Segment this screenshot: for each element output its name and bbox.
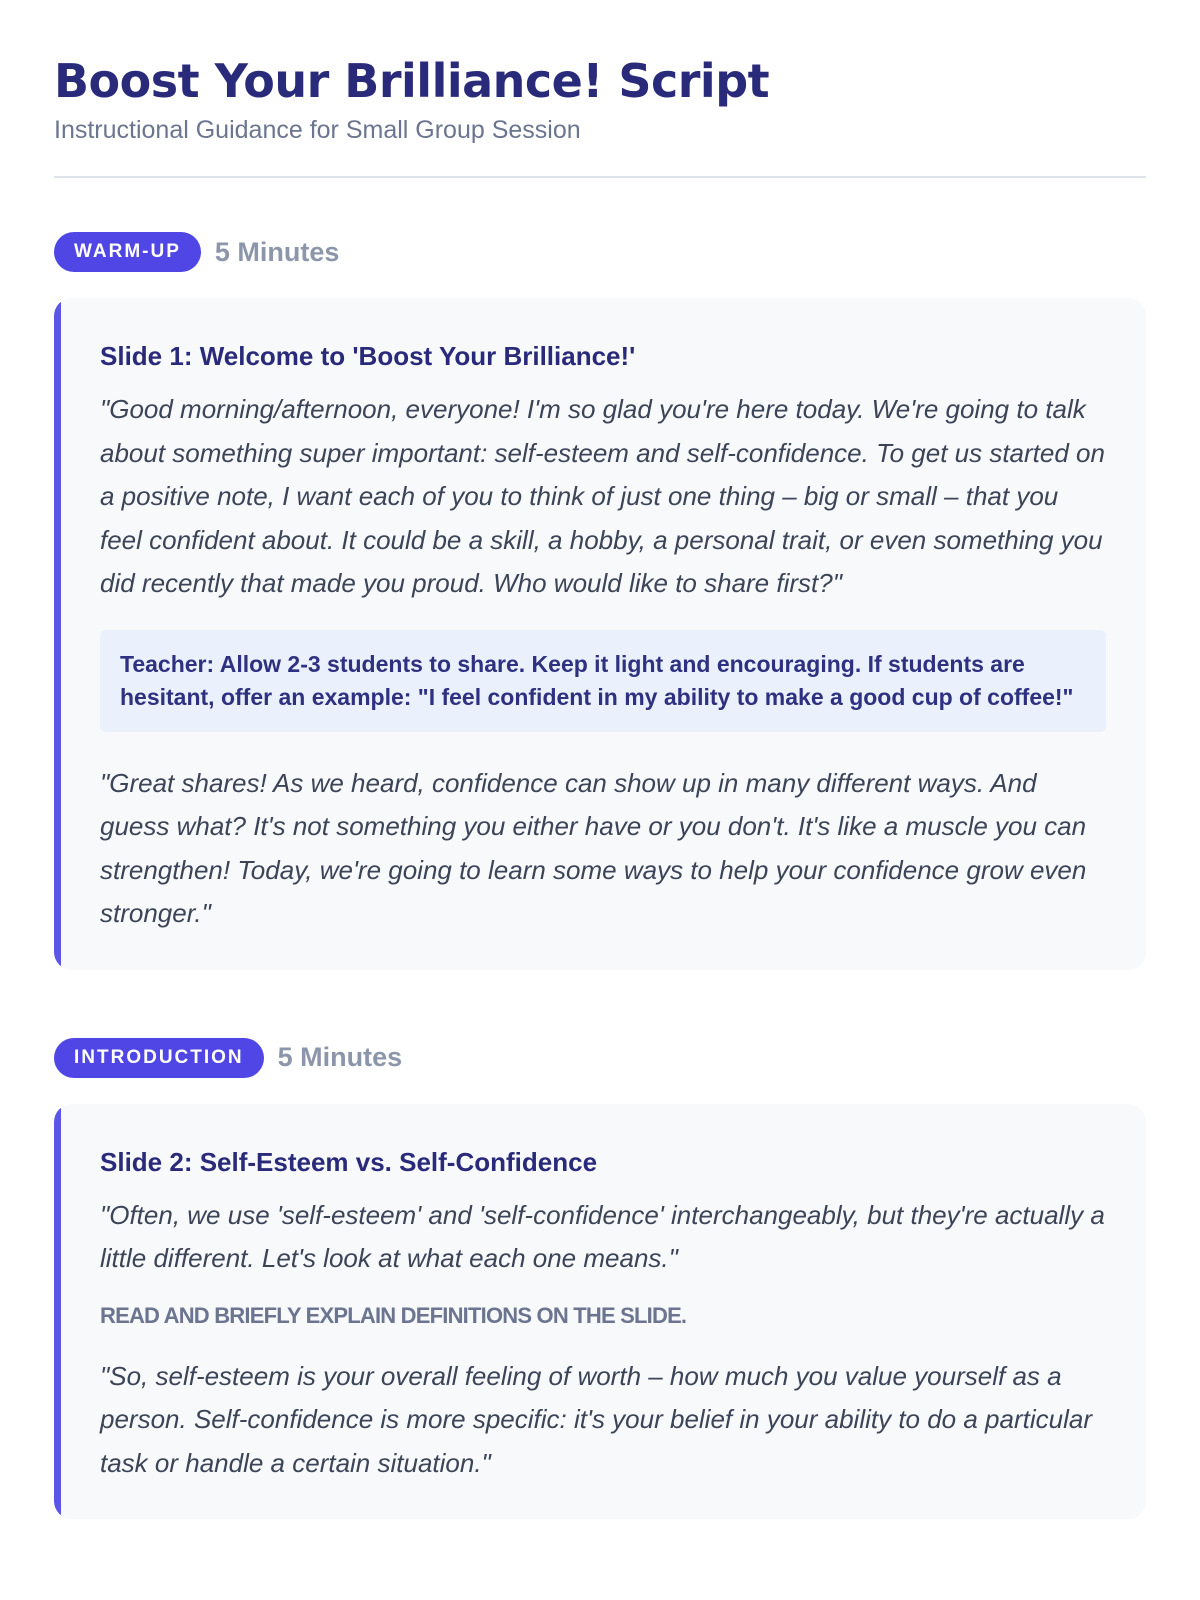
slide-title: Slide 2: Self-Esteem vs. Self-Confidence xyxy=(100,1146,598,1177)
page-title: Boost Your Brilliance! Script xyxy=(54,54,770,108)
section-header xyxy=(54,1038,1146,1078)
section-introduction xyxy=(54,1038,1146,1520)
script-quote: "Good morning/afternoon, everyone! I'm so glad you're here today. We're going to talk about something super important: self-esteem and self-confidence. To get us started on a positive note, I want each of you to think of just one thing – big or small – that you feel confident about. It could be a skill, a hobby, a personal trait, or even something you did recently that made you proud. Who would like to share first?" xyxy=(100,394,1105,598)
header-divider xyxy=(54,176,1146,178)
section-badge: INTRODUCTION xyxy=(54,1038,264,1078)
script-quote: "Often, we use 'self-esteem' and 'self-confidence' interchangeably, but they're actually a little different. Let's look at what each one means." xyxy=(100,1199,1105,1273)
section-duration: 5 Minutes xyxy=(214,236,340,267)
slide-title: Slide 1: Welcome to 'Boost Your Brilliance!' xyxy=(100,341,636,371)
slide-card xyxy=(54,1104,1146,1520)
slide-card xyxy=(54,298,1146,970)
script-quote: "So, self-esteem is your overall feeling of worth – how much you value yourself as a person. Self-confidence is more specific: it's your belief in your ability to do a particular task or handle a certain situation." xyxy=(100,1360,1092,1478)
section-duration: 5 Minutes xyxy=(277,1042,403,1072)
stage-instruction: READ AND BRIEFLY EXPLAIN DEFINITIONS ON THE SLIDE. xyxy=(100,1302,687,1328)
script-quote: "Great shares! As we heard, confidence can show up in many different ways. And guess what? It's not something you either have or you don't. It's like a muscle you can strengthen! Today, we're going to learn some ways to help your confidence grow even stronger." xyxy=(100,767,1087,928)
section-header xyxy=(54,232,1146,272)
section-badge: WARM-UP xyxy=(54,232,201,272)
section-warm-up xyxy=(54,232,1146,970)
teacher-note: Teacher: Allow 2-3 students to share. Keep it light and encouraging. If students are hesitant, offer an example: "I feel confident in my ability to make a good cup of coffee!" xyxy=(100,630,1106,732)
page-subtitle: Instructional Guidance for Small Group Session xyxy=(54,116,581,144)
